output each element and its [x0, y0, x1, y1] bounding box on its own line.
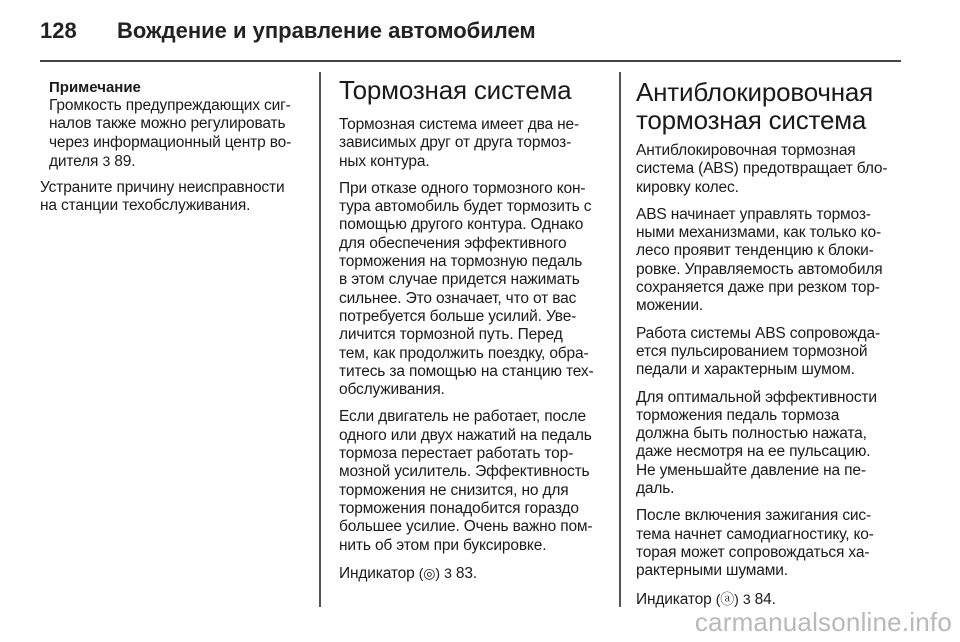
abs-warning-icon: (ⓐ): [715, 590, 739, 607]
note-reference-page[interactable]: 89.: [114, 152, 136, 170]
paragraph: При отказе одного тормозного кон- тура автомобиль будет тормозить с помощью другого контура. Однако для обеспечения эффективного торможения на тормозную педаль в этом случае придется нажимать сильнее. Это означает, что от вас потребуется больше усилий. Уве- личится тормозной путь. Перед тем, как продолжить поездку, обра- титесь за помощью на станцию тех- обслуживания.: [339, 179, 594, 399]
indicator-reference: [339, 564, 605, 583]
page-number: 128: [40, 18, 77, 43]
page-reference-arrow-icon: 3: [444, 564, 452, 581]
running-title: Вождение и управление автомобилем: [117, 18, 536, 43]
watermark: carmanualsonline.info: [694, 607, 952, 637]
indicator-reference: [636, 590, 902, 609]
service-paragraph: Устраните причину неисправности на станции техобслуживания.: [40, 179, 285, 215]
paragraph: Антиблокировочная тормозная система (ABS) предотвращает бло- кировку колес.: [636, 142, 888, 196]
note-body: Громкость предупреждающих сиг- налов также можно регулировать через информационный центр во- дителя: [49, 97, 292, 170]
column-left: [40, 72, 308, 225]
brake-warning-icon: (◎): [418, 564, 440, 581]
column-right: [636, 72, 902, 618]
paragraph: После включения зажигания сис- тема начнет самодиагностику, ко- торая может сопровождаться ха- рактерными шумами.: [636, 507, 874, 580]
paragraph: Работа системы ABS сопровожда- ется пульсированием тормозной педали и характерным шумом.: [636, 324, 880, 379]
paragraph: Для оптимальной эффективности торможения педаль тормоза должна быть полностью нажата, даже несмотря на ее пульсацию. Не уменьшайте давление на пе- даль.: [636, 388, 877, 498]
column-middle: [339, 72, 605, 592]
page-reference-arrow-icon: 3: [102, 152, 111, 169]
indicator-label: Индикатор: [339, 564, 415, 582]
column-divider: [319, 72, 321, 607]
paragraph: Тормозная система имеет два не- зависимых друг от друга тормоз- ных контура.: [339, 116, 580, 170]
column-divider: [619, 72, 621, 607]
paragraph: ABS начинает управлять тормоз- ными механизмами, как только ко- лесо проявит тенденцию к блоки- ровке. Управляемость автомобиля сохраняется даже при резком тор- можении.: [636, 205, 883, 315]
note-text: [49, 97, 308, 171]
paragraph: Если двигатель не работает, после одного или двух нажатий на педаль тормоза перестает работать тор- мозной усилитель. Эффективность торможения не снизится, но для торможения понадобится гораздо большее усилие. Очень важно пом- нить об этом при буксировке.: [339, 408, 593, 554]
note-title: Примечание: [49, 79, 141, 96]
indicator-reference-page[interactable]: 83.: [455, 564, 477, 582]
page-reference-arrow-icon: 3: [742, 590, 751, 607]
note-block: [40, 78, 308, 171]
indicator-reference-page[interactable]: 84.: [754, 590, 776, 608]
indicator-label: Индикатор: [636, 590, 712, 608]
section-heading-abs: Антиблокировочная тормозная система: [636, 77, 874, 135]
header-rule: [40, 60, 901, 62]
section-heading-brake-system: Тормозная система: [339, 75, 572, 105]
